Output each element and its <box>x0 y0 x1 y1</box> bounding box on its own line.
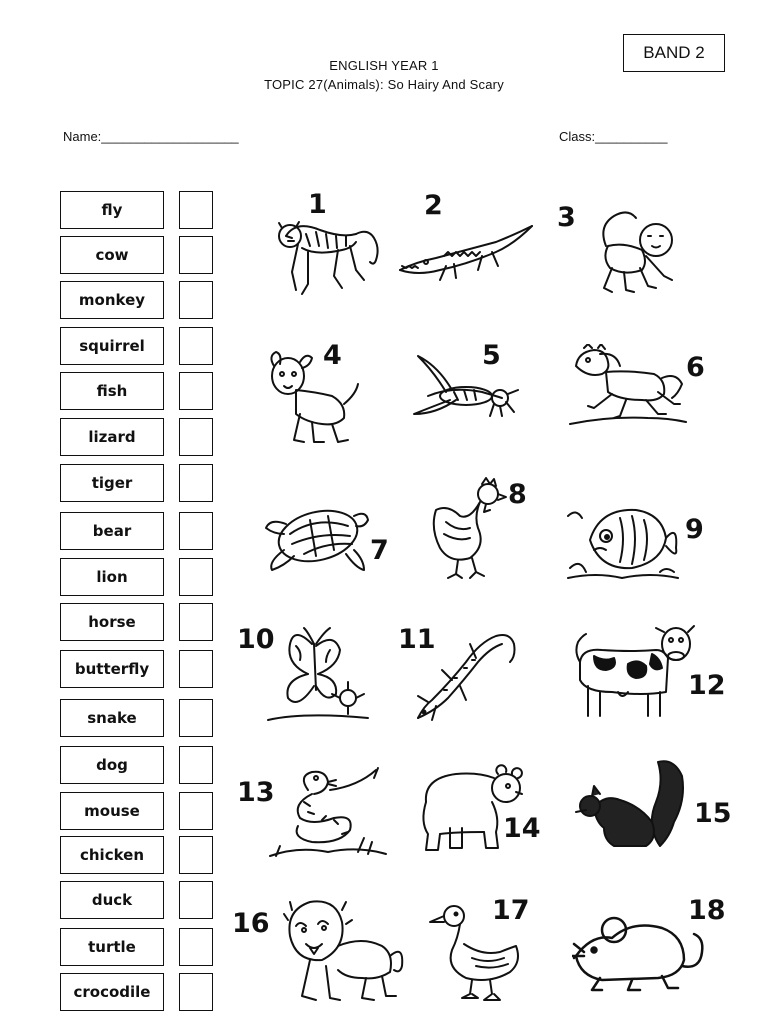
band-label: BAND 2 <box>623 34 725 72</box>
answer-box[interactable] <box>179 327 213 365</box>
word-box: tiger <box>60 464 164 502</box>
picture-number: 1 <box>308 189 327 220</box>
picture-number: 11 <box>398 624 436 655</box>
crocodile-icon <box>396 222 536 284</box>
picture-number: 4 <box>323 340 342 371</box>
picture-number: 15 <box>694 798 732 829</box>
word-box: snake <box>60 699 164 737</box>
fly-icon <box>408 352 520 420</box>
answer-box[interactable] <box>179 191 213 229</box>
picture-number: 13 <box>237 777 275 808</box>
word-box: crocodile <box>60 973 164 1011</box>
picture-number: 16 <box>232 908 270 939</box>
lion-icon <box>282 896 408 1006</box>
class-field[interactable]: Class:__________ <box>559 129 668 144</box>
word-box: horse <box>60 603 164 641</box>
answer-box[interactable] <box>179 464 213 502</box>
topic-title: TOPIC 27(Animals): So Hairy And Scary <box>264 77 504 92</box>
lizard-icon <box>414 622 520 726</box>
tiger-icon <box>272 208 384 300</box>
answer-box[interactable] <box>179 281 213 319</box>
answer-box[interactable] <box>179 792 213 830</box>
bear-icon <box>416 762 524 854</box>
answer-box[interactable] <box>179 372 213 410</box>
mouse-icon <box>572 908 710 1000</box>
word-box: butterfly <box>60 650 164 688</box>
word-box: mouse <box>60 792 164 830</box>
picture-number: 6 <box>686 352 705 383</box>
fish-icon <box>566 498 680 582</box>
word-box: fly <box>60 191 164 229</box>
butterfly-icon <box>264 624 372 724</box>
picture-number: 14 <box>503 813 541 844</box>
name-field[interactable]: Name:___________________ <box>63 129 239 144</box>
horse-icon <box>568 344 688 430</box>
word-box: turtle <box>60 928 164 966</box>
picture-number: 9 <box>685 514 704 545</box>
answer-box[interactable] <box>179 699 213 737</box>
word-box: bear <box>60 512 164 550</box>
word-box: fish <box>60 372 164 410</box>
answer-box[interactable] <box>179 236 213 274</box>
word-box: monkey <box>60 281 164 319</box>
picture-number: 17 <box>492 895 530 926</box>
word-box: dog <box>60 746 164 784</box>
snake-icon <box>268 764 388 860</box>
picture-number: 3 <box>557 202 576 233</box>
answer-box[interactable] <box>179 650 213 688</box>
picture-number: 10 <box>237 624 275 655</box>
chicken-icon <box>430 476 514 580</box>
word-box: cow <box>60 236 164 274</box>
turtle-icon <box>264 494 372 578</box>
picture-number: 2 <box>424 190 443 221</box>
answer-box[interactable] <box>179 973 213 1011</box>
subject-title: ENGLISH YEAR 1 <box>329 58 439 73</box>
dog-icon <box>266 348 362 448</box>
picture-number: 12 <box>688 670 726 701</box>
word-box: lion <box>60 558 164 596</box>
word-box: squirrel <box>60 327 164 365</box>
word-box: chicken <box>60 836 164 874</box>
picture-number: 5 <box>482 340 501 371</box>
word-box: lizard <box>60 418 164 456</box>
word-box: duck <box>60 881 164 919</box>
answer-box[interactable] <box>179 558 213 596</box>
answer-box[interactable] <box>179 836 213 874</box>
answer-box[interactable] <box>179 512 213 550</box>
answer-box[interactable] <box>179 881 213 919</box>
answer-box[interactable] <box>179 746 213 784</box>
squirrel-icon <box>574 756 686 852</box>
answer-box[interactable] <box>179 603 213 641</box>
lion-cub-icon <box>584 206 680 300</box>
cow-icon <box>572 622 696 720</box>
duck-icon <box>428 902 524 1004</box>
answer-box[interactable] <box>179 928 213 966</box>
picture-number: 8 <box>508 479 527 510</box>
picture-number: 7 <box>370 535 389 566</box>
answer-box[interactable] <box>179 418 213 456</box>
picture-number: 18 <box>688 895 726 926</box>
